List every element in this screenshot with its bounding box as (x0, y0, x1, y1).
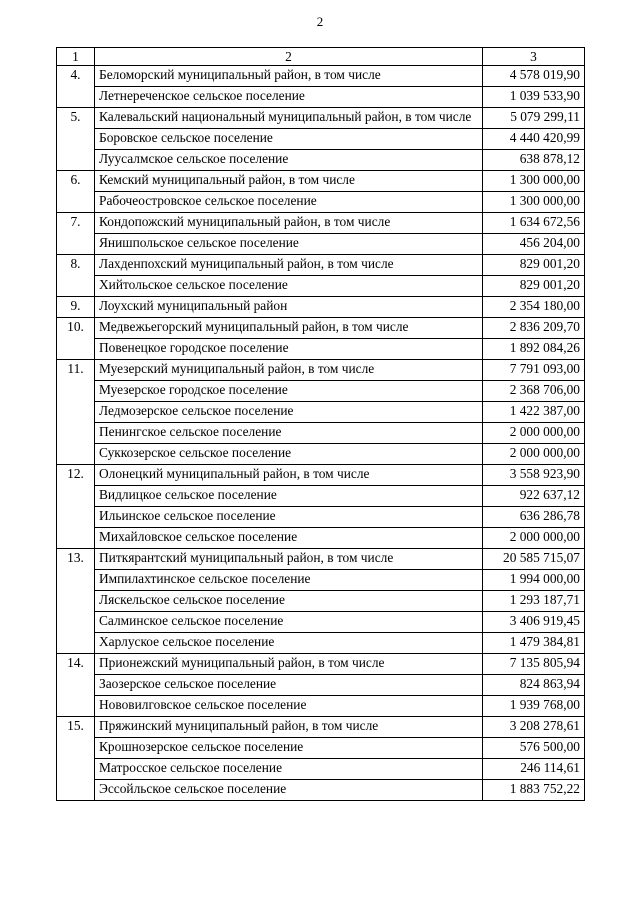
amount-cell: 3 558 923,90 (483, 465, 585, 486)
row-number-cell: 14. (57, 654, 95, 675)
amount-cell: 1 634 672,56 (483, 213, 585, 234)
row-number-cell (57, 612, 95, 633)
row-number-cell (57, 234, 95, 255)
row-number-cell (57, 738, 95, 759)
municipality-name-cell: Эссойльское сельское поселение (95, 780, 483, 801)
row-number-cell: 5. (57, 108, 95, 129)
table-row (57, 654, 585, 675)
amount-cell: 829 001,20 (483, 255, 585, 276)
municipality-name-cell: Летнереченское сельское поселение (95, 87, 483, 108)
header-col-name: 2 (95, 48, 483, 66)
municipality-name-cell: Муезерский муниципальный район, в том числе (95, 360, 483, 381)
municipality-name-cell: Муезерское городское поселение (95, 381, 483, 402)
row-number-cell (57, 381, 95, 402)
amount-cell: 576 500,00 (483, 738, 585, 759)
amount-cell: 829 001,20 (483, 276, 585, 297)
row-number-cell (57, 87, 95, 108)
table-row (57, 66, 585, 87)
table-row (57, 381, 585, 402)
row-number-cell: 7. (57, 213, 95, 234)
row-number-cell (57, 129, 95, 150)
table-row (57, 360, 585, 381)
amount-cell: 4 578 019,90 (483, 66, 585, 87)
amount-cell: 2 000 000,00 (483, 444, 585, 465)
row-number-cell (57, 444, 95, 465)
table-row (57, 129, 585, 150)
table-row (57, 633, 585, 654)
municipality-name-cell: Хийтольское сельское поселение (95, 276, 483, 297)
municipality-name-cell: Боровское сельское поселение (95, 129, 483, 150)
table-row (57, 696, 585, 717)
row-number-cell: 11. (57, 360, 95, 381)
municipality-name-cell: Матросское сельское поселение (95, 759, 483, 780)
row-number-cell (57, 528, 95, 549)
table-row (57, 276, 585, 297)
row-number-cell (57, 150, 95, 171)
table-row (57, 423, 585, 444)
header-col-number: 1 (57, 48, 95, 66)
amount-cell: 636 286,78 (483, 507, 585, 528)
row-number-cell (57, 339, 95, 360)
municipality-name-cell: Ляскельское сельское поселение (95, 591, 483, 612)
amount-cell: 1 939 768,00 (483, 696, 585, 717)
amount-cell: 1 883 752,22 (483, 780, 585, 801)
amount-cell: 2 354 180,00 (483, 297, 585, 318)
table-row (57, 612, 585, 633)
municipality-name-cell: Ледмозерское сельское поселение (95, 402, 483, 423)
table-row (57, 738, 585, 759)
table-row (57, 570, 585, 591)
municipality-name-cell: Беломорский муниципальный район, в том числе (95, 66, 483, 87)
municipality-name-cell: Видлицкое сельское поселение (95, 486, 483, 507)
row-number-cell (57, 696, 95, 717)
municipality-name-cell: Олонецкий муниципальный район, в том числе (95, 465, 483, 486)
municipality-name-cell: Пенингское сельское поселение (95, 423, 483, 444)
table-row (57, 192, 585, 213)
header-col-value: 3 (483, 48, 585, 66)
amount-cell: 922 637,12 (483, 486, 585, 507)
table-row (57, 402, 585, 423)
municipality-name-cell: Пряжинский муниципальный район, в том числе (95, 717, 483, 738)
row-number-cell: 4. (57, 66, 95, 87)
municipality-name-cell: Повенецкое городское поселение (95, 339, 483, 360)
row-number-cell (57, 402, 95, 423)
table-row (57, 339, 585, 360)
row-number-cell: 13. (57, 549, 95, 570)
municipality-name-cell: Кемский муниципальный район, в том числе (95, 171, 483, 192)
amount-cell: 1 422 387,00 (483, 402, 585, 423)
municipality-name-cell: Лахденпохский муниципальный район, в том числе (95, 255, 483, 276)
amount-cell: 7 791 093,00 (483, 360, 585, 381)
amount-cell: 1 892 084,26 (483, 339, 585, 360)
amount-cell: 2 836 209,70 (483, 318, 585, 339)
municipality-name-cell: Крошнозерское сельское поселение (95, 738, 483, 759)
municipality-name-cell: Михайловское сельское поселение (95, 528, 483, 549)
amount-cell: 824 863,94 (483, 675, 585, 696)
amount-cell: 3 406 919,45 (483, 612, 585, 633)
amount-cell: 456 204,00 (483, 234, 585, 255)
municipality-name-cell: Суккозерское сельское поселение (95, 444, 483, 465)
table-body (57, 48, 585, 801)
municipality-name-cell: Импилахтинское сельское поселение (95, 570, 483, 591)
row-number-cell: 9. (57, 297, 95, 318)
municipality-name-cell: Салминское сельское поселение (95, 612, 483, 633)
row-number-cell: 10. (57, 318, 95, 339)
table-row (57, 108, 585, 129)
row-number-cell: 6. (57, 171, 95, 192)
municipality-name-cell: Луусалмское сельское поселение (95, 150, 483, 171)
municipality-name-cell: Кондопожский муниципальный район, в том числе (95, 213, 483, 234)
table-row (57, 87, 585, 108)
municipality-name-cell: Нововилговское сельское поселение (95, 696, 483, 717)
municipality-name-cell: Питкярантский муниципальный район, в том числе (95, 549, 483, 570)
amount-cell: 1 479 384,81 (483, 633, 585, 654)
table-row (57, 549, 585, 570)
municipality-name-cell: Медвежьегорский муниципальный район, в том числе (95, 318, 483, 339)
row-number-cell (57, 192, 95, 213)
table-row (57, 675, 585, 696)
amount-cell: 5 079 299,11 (483, 108, 585, 129)
amount-cell: 638 878,12 (483, 150, 585, 171)
table-row (57, 591, 585, 612)
table-row (57, 465, 585, 486)
table-row (57, 444, 585, 465)
row-number-cell (57, 633, 95, 654)
amount-cell: 1 300 000,00 (483, 171, 585, 192)
amount-cell: 1 300 000,00 (483, 192, 585, 213)
amount-cell: 246 114,61 (483, 759, 585, 780)
municipality-name-cell: Харлуское сельское поселение (95, 633, 483, 654)
municipality-name-cell: Янишпольское сельское поселение (95, 234, 483, 255)
table-row (57, 171, 585, 192)
table-row (57, 150, 585, 171)
row-number-cell: 8. (57, 255, 95, 276)
amount-cell: 20 585 715,07 (483, 549, 585, 570)
table-row (57, 213, 585, 234)
amount-cell: 2 000 000,00 (483, 528, 585, 549)
amount-cell: 2 000 000,00 (483, 423, 585, 444)
table-row (57, 780, 585, 801)
amount-cell: 1 994 000,00 (483, 570, 585, 591)
row-number-cell (57, 423, 95, 444)
budget-allocation-table (56, 47, 585, 801)
amount-cell: 1 039 533,90 (483, 87, 585, 108)
amount-cell: 7 135 805,94 (483, 654, 585, 675)
table-header-row (57, 48, 585, 66)
amount-cell: 1 293 187,71 (483, 591, 585, 612)
table-row (57, 255, 585, 276)
row-number-cell (57, 780, 95, 801)
row-number-cell (57, 675, 95, 696)
table-row (57, 528, 585, 549)
table-row (57, 759, 585, 780)
row-number-cell (57, 276, 95, 297)
table-row (57, 318, 585, 339)
row-number-cell: 12. (57, 465, 95, 486)
municipality-name-cell: Прионежский муниципальный район, в том числе (95, 654, 483, 675)
row-number-cell (57, 507, 95, 528)
table-row (57, 234, 585, 255)
page-number: 2 (316, 14, 324, 29)
table-row (57, 486, 585, 507)
amount-cell: 3 208 278,61 (483, 717, 585, 738)
table-row (57, 507, 585, 528)
municipality-name-cell: Лоухский муниципальный район (95, 297, 483, 318)
row-number-cell (57, 759, 95, 780)
table-row (57, 297, 585, 318)
row-number-cell: 15. (57, 717, 95, 738)
amount-cell: 4 440 420,99 (483, 129, 585, 150)
row-number-cell (57, 591, 95, 612)
table-row (57, 717, 585, 738)
amount-cell: 2 368 706,00 (483, 381, 585, 402)
municipality-name-cell: Ильинское сельское поселение (95, 507, 483, 528)
municipality-name-cell: Заозерское сельское поселение (95, 675, 483, 696)
municipality-name-cell: Рабочеостровское сельское поселение (95, 192, 483, 213)
municipality-name-cell: Калевальский национальный муниципальный район, в том числе (95, 108, 483, 129)
row-number-cell (57, 486, 95, 507)
row-number-cell (57, 570, 95, 591)
